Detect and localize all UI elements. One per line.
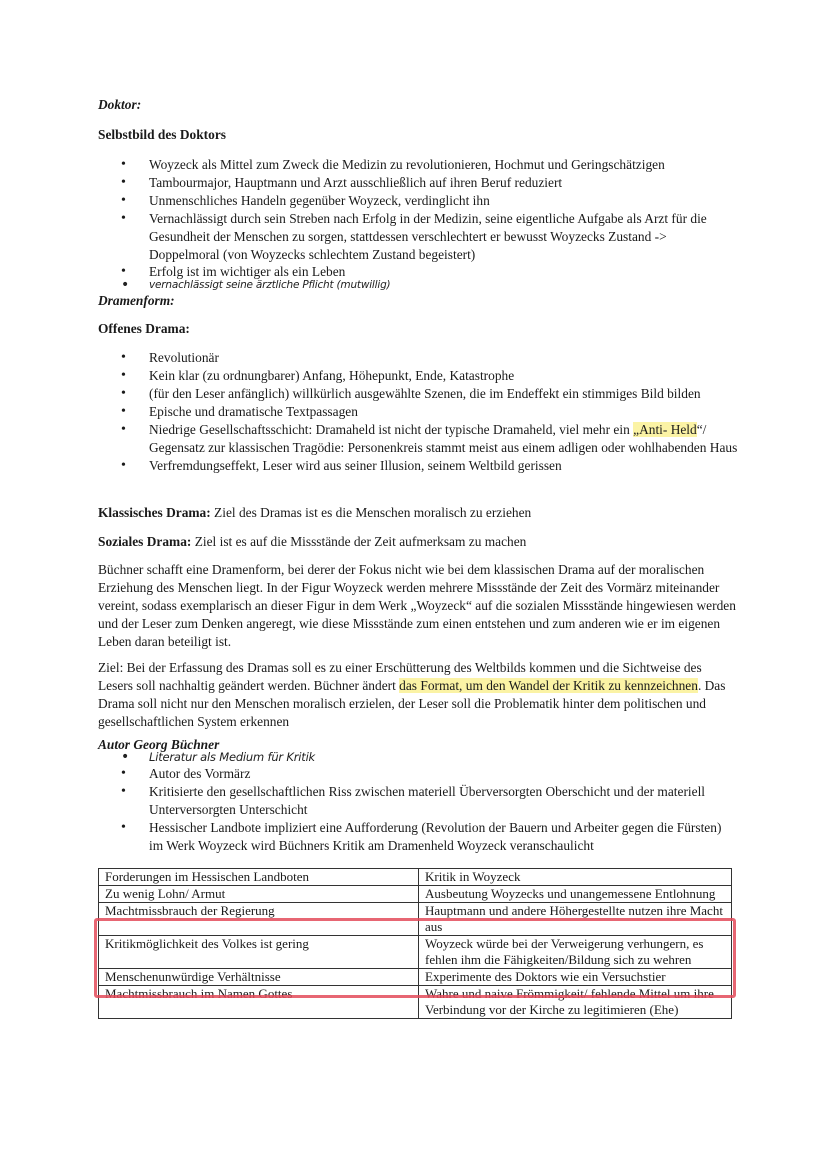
autor-heading: Autor Georg Büchner — [98, 737, 220, 752]
list-item: • Hessischer Landbote impliziert eine Aufforderung (Revolution der Bauern und Arbeiter gegen die Fürsten) im Werk Woyzeck wird Büchners Kritik am Dramenheld Woyzeck veranschaulicht — [98, 819, 738, 855]
table-cell: Ausbeutung Woyzecks und unangemessene Entlohnung — [419, 886, 732, 903]
table-header-cell: Forderungen im Hessischen Landboten — [99, 869, 419, 886]
handwritten-note — [98, 750, 738, 765]
table-cell: Machtmissbrauch der Regierung — [99, 903, 419, 936]
table-row — [99, 886, 732, 903]
table-cell: Kritikmöglichkeit des Volkes ist gering — [99, 936, 419, 969]
offenes-drama-heading: Offenes Drama: — [98, 321, 190, 336]
handwritten-note — [98, 279, 738, 292]
item-text: Niedrige Gesellschaftsschicht: Dramaheld ist nicht der typische Dramaheld, viel mehr ein — [149, 422, 634, 437]
list-item — [98, 421, 738, 457]
table-cell: Woyzeck würde bei der Verweigerung verhungern, es fehlen ihm die Fähigkeiten/Bildung sich zu wehren — [419, 936, 732, 969]
table-header-row — [99, 869, 732, 886]
paragraph-text: Ziel: Bei der Erfassung des Dramas soll es zu einer Erschütterung des Weltbilds kommen und die Sichtweise des Lesers soll nachhaltig geändert werden. Büchner ändert — [98, 660, 702, 693]
table-cell: Menschenunwürdige Verhältnisse — [99, 969, 419, 986]
list-item: • Autor des Vormärz — [98, 765, 738, 783]
doktor-list — [98, 156, 738, 292]
table-cell: Experimente des Doktors wie ein Versuchstier — [419, 969, 732, 986]
red-annotation-box — [94, 918, 736, 998]
highlighted-text: das Format, um den Wandel der Kritik zu kennzeichnen — [399, 678, 698, 693]
handwritten-text: Literatur als Medium für Kritik — [149, 750, 316, 764]
table-cell: Hauptmann und andere Höhergestellte nutzen ihre Macht aus — [419, 903, 732, 936]
klassisches-drama-label: Klassisches Drama: — [98, 505, 211, 520]
soziales-drama-line — [98, 533, 526, 551]
list-item: • Kritisierte den gesellschaftlichen Riss zwischen materiell Überversorgten Oberschicht und der materiell Unterversorgten Unterschicht — [98, 783, 738, 819]
highlighted-text: „Anti- Held — [633, 422, 697, 437]
table-cell: Wahre und naive Frömmigkeit/ fehlende Mittel um ihre Verbindung vor der Kirche zu legitimieren (Ehe) — [419, 986, 732, 1019]
list-item: • Unmenschliches Handeln gegenüber Woyzeck, verdinglicht ihn — [98, 192, 738, 210]
table-cell: Machtmissbrauch im Namen Gottes — [99, 986, 419, 1019]
table-cell: Zu wenig Lohn/ Armut — [99, 886, 419, 903]
list-item: • Epische und dramatische Textpassagen — [98, 403, 738, 421]
list-item: • Woyzeck als Mittel zum Zweck die Medizin zu revolutionieren, Hochmut und Geringschätzigen — [98, 156, 738, 174]
table-header-cell: Kritik in Woyzeck — [419, 869, 732, 886]
list-item: • Verfremdungseffekt, Leser wird aus seiner Illusion, seinem Weltbild gerissen — [98, 457, 738, 475]
list-item: • Tambourmajor, Hauptmann und Arzt ausschließlich auf ihren Beruf reduziert — [98, 174, 738, 192]
klassisches-drama-line — [98, 504, 531, 522]
list-item: • Vernachlässigt durch sein Streben nach Erfolg in der Medizin, seine eigentliche Aufgabe als Arzt für die Gesundheit der Menschen zu sorgen, stattdessen verschlechtert er bewusst Woyzecks Zustand -> Doppelmoral (von Woyzecks schlechtem Zustand begeistert) — [98, 210, 738, 264]
doktor-subheading: Selbstbild des Doktors — [98, 127, 226, 142]
list-item: • Revolutionär — [98, 349, 738, 367]
paragraph-text: . Das Drama soll nicht nur den Menschen moralisch erzielen, der Leser soll die Problematik hinter dem politischen und gesellschaftlichen System erkennen — [98, 678, 726, 729]
paragraph-ziel — [98, 659, 738, 731]
item-text: “/ Gegensatz zur klassischen Tragödie: Personenkreis stammt meist aus einem adligen oder wohlhabenden Haus — [149, 422, 738, 455]
doktor-heading: Doktor: — [98, 97, 142, 112]
dramenform-list — [98, 349, 738, 475]
list-item: • (für den Leser anfänglich) willkürlich ausgewählte Szenen, die im Endeffekt ein stimmiges Bild bilden — [98, 385, 738, 403]
soziales-drama-text: Ziel ist es auf die Missstände der Zeit aufmerksam zu machen — [191, 534, 527, 549]
soziales-drama-label: Soziales Drama: — [98, 534, 192, 549]
list-item: • Kein klar (zu ordnungbarer) Anfang, Höhepunkt, Ende, Katastrophe — [98, 367, 738, 385]
autor-list — [98, 750, 738, 855]
paragraph-buechner: Büchner schafft eine Dramenform, bei derer der Fokus nicht wie bei dem klassischen Drama auf der moralischen Erziehung des Menschen liegt. In der Figur Woyzeck werden mehrere Missstände der Zeit des Vormärz miteinander vereint, sodass exemplarisch an dieser Figur in dem Werk „Woyzeck“ auf die sozialen Missstände hingewiesen werden und der Leser zum Denken angeregt, wie diese Missstände zum einen entstehen und zum anderen wie er im eigenen Leben daran beteiligt ist. — [98, 562, 736, 649]
klassisches-drama-text: Ziel des Dramas ist es die Menschen moralisch zu erziehen — [210, 505, 532, 520]
dramenform-heading: Dramenform: — [98, 293, 175, 308]
handwritten-text: vernachlässigt seine ärztliche Pflicht (mutwillig) — [149, 279, 391, 291]
list-item: • Erfolg ist im wichtiger als ein Leben — [98, 264, 738, 279]
